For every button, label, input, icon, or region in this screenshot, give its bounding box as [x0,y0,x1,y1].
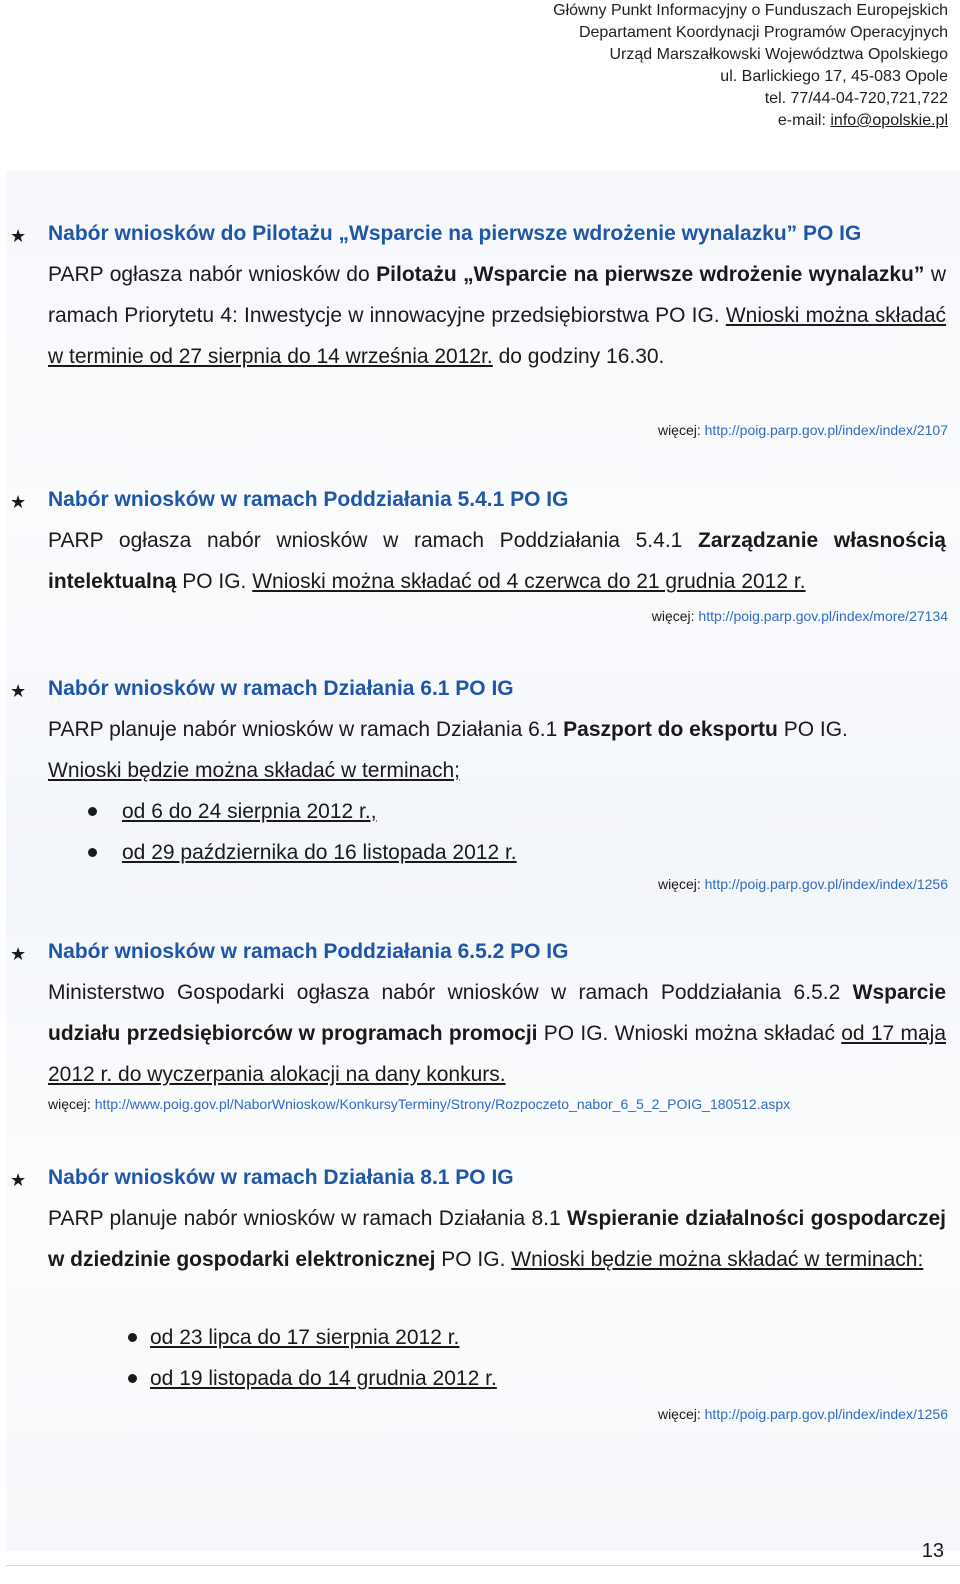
more-link-row: więcej: http://poig.parp.gov.pl/index/index/1256 [657,876,948,892]
list-item: od 29 października do 16 listopada 2012 r. [88,832,517,873]
bullet-icon [128,1333,137,1342]
header-line: Urząd Marszałkowski Województwa Opolskiego [609,46,948,63]
header-line: Główny Punkt Informacyjny o Funduszach Europejskich [553,2,948,19]
more-link[interactable]: http://poig.parp.gov.pl/index/index/1256 [704,876,948,892]
page-number: 13 [921,1540,944,1562]
star-icon: ★ [10,1170,27,1190]
list-item: od 6 do 24 sierpnia 2012 r., [88,791,517,832]
star-icon: ★ [10,492,27,512]
section-body: PARP planuje nabór wniosków w ramach Działania 6.1 Paszport do eksportu PO IG. Wnioski będzie można składać w terminach; [48,718,848,782]
office-header [388,0,948,132]
bullet-icon [88,848,97,857]
section-body: Ministerstwo Gospodarki ogłasza nabór wniosków w ramach Poddziałania 6.5.2 Wsparcie udziału przedsiębiorców w programach promocji PO IG. Wnioski można składać od 17 maja 2012 r. do wyczerpania alokacji na dany konkurs. [48,981,946,1086]
header-line: ul. Barlickiego 17, 45-083 Opole [720,68,948,85]
section-title: Nabór wniosków w ramach Poddziałania 5.4.1 PO IG [48,488,569,511]
bullet-icon [128,1374,137,1383]
list-item: od 23 lipca do 17 sierpnia 2012 r. [128,1317,497,1358]
section-title: Nabór wniosków w ramach Działania 8.1 PO IG [48,1166,514,1189]
more-link-row: więcej: http://poig.parp.gov.pl/index/index/1256 [657,1406,948,1422]
section-body: PARP ogłasza nabór wniosków w ramach Poddziałania 5.4.1 Zarządzanie własnością intelektualną PO IG. Wnioski można składać od 4 czerwca do 21 grudnia 2012 r. [48,529,946,593]
section-title: Nabór wniosków do Pilotażu „Wsparcie na pierwsze wdrożenie wynalazku” PO IG [48,222,862,245]
header-email-line: e-mail: info@opolskie.pl [777,112,948,129]
star-icon: ★ [10,681,27,701]
date-list [88,791,517,873]
more-link-row: więcej: http://poig.parp.gov.pl/index/index/2107 [657,422,948,438]
section-title: Nabór wniosków w ramach Działania 6.1 PO IG [48,677,514,700]
more-link-row: więcej: http://www.poig.gov.pl/NaborWnioskow/KonkursyTerminy/Strony/Rozpoczeto_nabor_6_5_2_POIG_180512.aspx [48,1096,791,1112]
bullet-icon [88,807,97,816]
section-body: PARP planuje nabór wniosków w ramach Działania 8.1 Wspieranie działalności gospodarczej w dziedzinie gospodarki elektronicznej PO IG. Wnioski będzie można składać w terminach: [48,1207,947,1271]
more-link[interactable]: http://poig.parp.gov.pl/index/index/2107 [704,422,948,438]
more-link[interactable]: http://www.poig.gov.pl/NaborWnioskow/KonkursyTerminy/Strony/Rozpoczeto_nabor_6_5_2_POIG_180512.aspx [94,1096,791,1112]
section-title: Nabór wniosków w ramach Poddziałania 6.5.2 PO IG [48,940,569,963]
more-link-row: więcej: http://poig.parp.gov.pl/index/more/27134 [651,608,948,624]
footer-divider [6,1565,960,1566]
section-body: PARP ogłasza nabór wniosków do Pilotażu „Wsparcie na pierwsze wdrożenie wynalazku” w ramach Priorytetu 4: Inwestycje w innowacyjne przedsiębiorstwa PO IG. Wnioski można składać w terminie od 27 sierpnia do 14 września 2012r. do godziny 16.30. [48,263,947,368]
email-link[interactable]: info@opolskie.pl [830,112,948,129]
more-link[interactable]: http://poig.parp.gov.pl/index/more/27134 [698,608,948,624]
star-icon: ★ [10,944,27,964]
header-line: tel. 77/44-04-720,721,722 [764,90,948,107]
more-link[interactable]: http://poig.parp.gov.pl/index/index/1256 [704,1406,948,1422]
star-icon: ★ [10,226,27,246]
list-item: od 19 listopada do 14 grudnia 2012 r. [128,1358,497,1399]
date-list [128,1317,497,1399]
header-line: Departament Koordynacji Programów Operacyjnych [578,24,948,41]
